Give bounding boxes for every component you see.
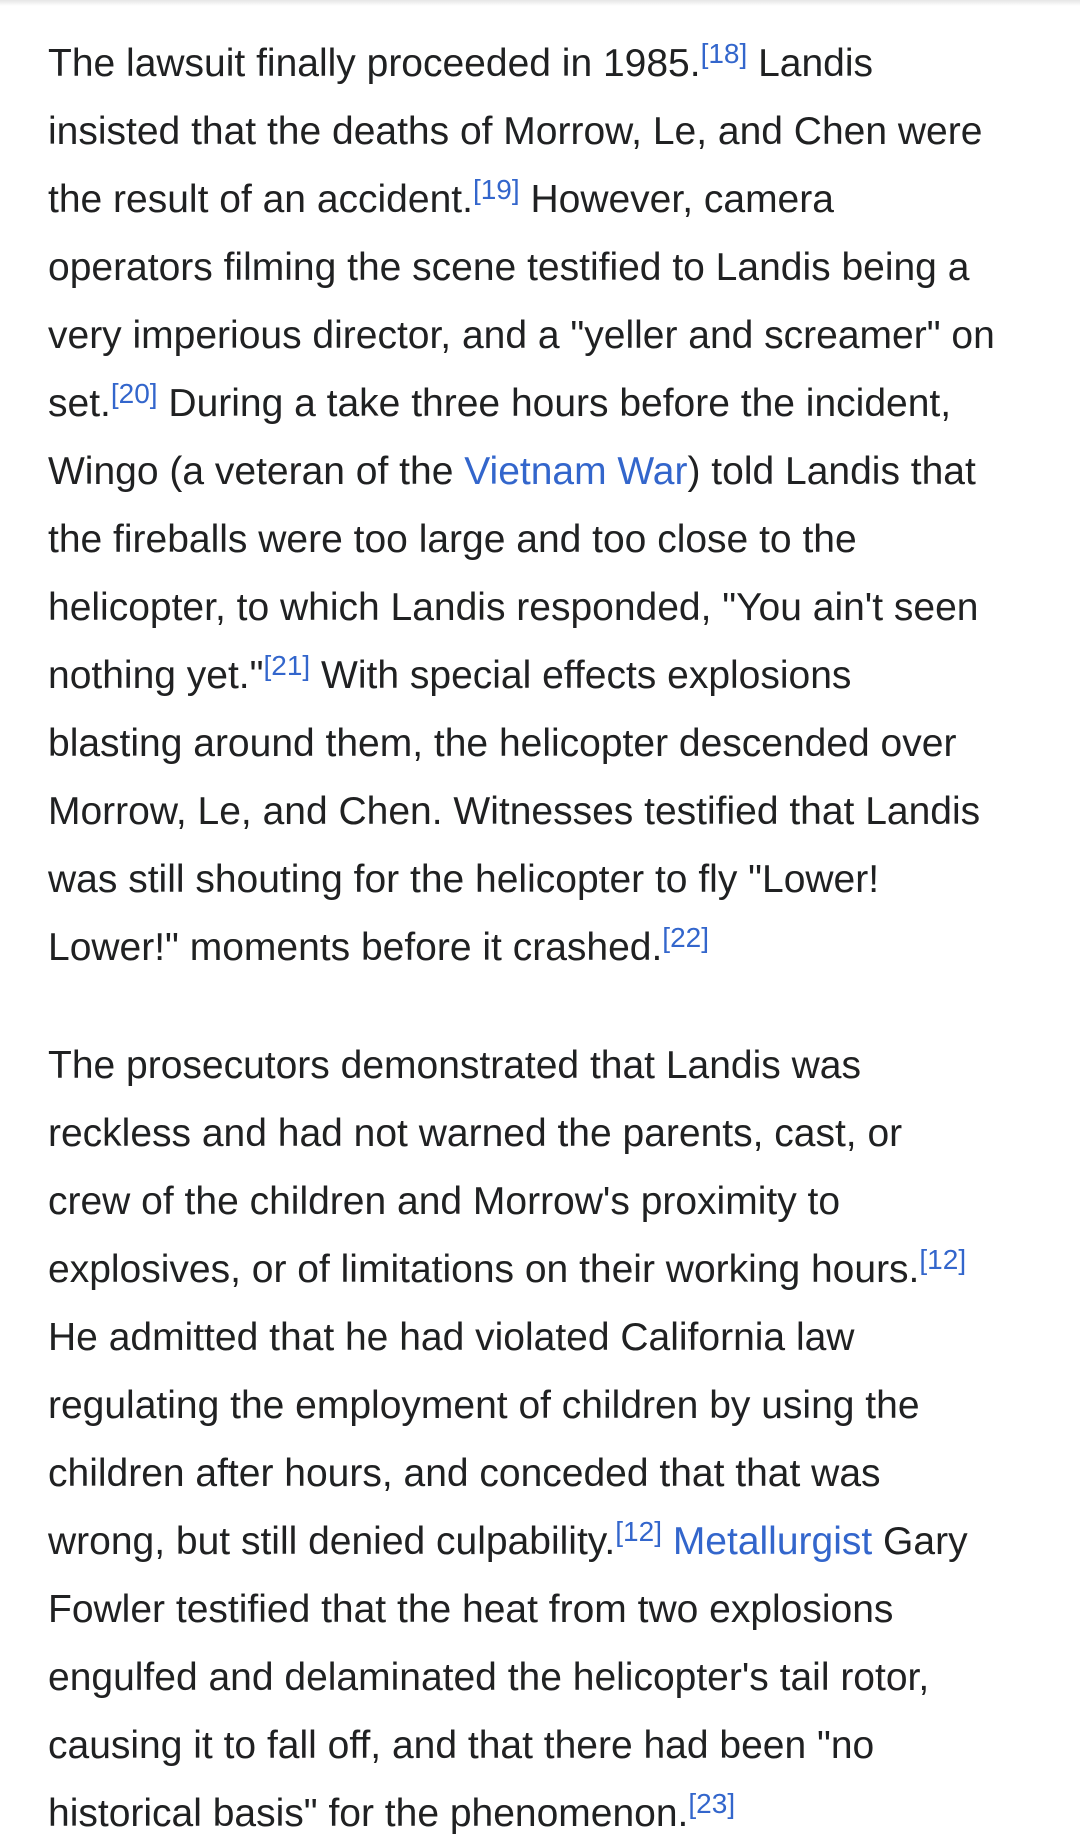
text-line (48, 1032, 1048, 1100)
text-line (48, 1644, 1048, 1712)
article-paragraph (48, 1032, 1048, 1844)
text-line (48, 370, 1048, 438)
article-body (48, 30, 1048, 1844)
body-text: Morrow, Le, and Chen. Witnesses testified that Landis (48, 790, 981, 833)
body-text: explosives, or of limitations on their working hours. (48, 1248, 920, 1291)
text-line (48, 914, 1048, 982)
body-text: nothing yet." (48, 654, 264, 697)
text-line (48, 778, 1048, 846)
body-text: wrong, but still denied culpability. (48, 1520, 616, 1563)
text-line (48, 1576, 1048, 1644)
text-line (48, 1780, 1048, 1844)
text-line (48, 710, 1048, 778)
text-line (48, 1372, 1048, 1440)
text-line (48, 1304, 1048, 1372)
text-line (48, 1440, 1048, 1508)
body-text: the result of an accident. (48, 178, 473, 221)
top-bar-shadow (0, 0, 1080, 6)
body-text: children after hours, and conceded that that was (48, 1452, 881, 1495)
body-text: With special effects explosions (310, 654, 852, 697)
wiki-link[interactable]: Vietnam War (464, 450, 688, 493)
body-text: causing it to fall off, and that there had been "no (48, 1724, 875, 1767)
wiki-link[interactable]: Metallurgist (672, 1520, 873, 1563)
body-text: He admitted that he had violated California law (48, 1316, 855, 1359)
citation-reference-link[interactable]: [20] (110, 378, 158, 409)
body-text: the fireballs were too large and too close to the (48, 518, 857, 561)
text-line (48, 506, 1048, 574)
citation-reference-link[interactable]: [12] (919, 1244, 967, 1275)
text-line (48, 1236, 1048, 1304)
text-line (48, 234, 1048, 302)
citation-reference-link[interactable]: [19] (472, 174, 520, 205)
text-line (48, 1712, 1048, 1780)
citation-reference-link[interactable]: [12] (615, 1516, 662, 1547)
body-text: The prosecutors demonstrated that Landis was (48, 1044, 861, 1087)
text-line (48, 642, 1048, 710)
body-text: Lower!" moments before it crashed. (48, 926, 663, 969)
body-text: ) told Landis that (687, 450, 976, 493)
body-text: However, camera (519, 178, 834, 221)
text-line (48, 1168, 1048, 1236)
body-text: operators filming the scene testified to Landis being a (48, 246, 970, 289)
body-text: Landis (747, 42, 874, 85)
text-line (48, 846, 1048, 914)
body-text: Fowler testified that the heat from two explosions (48, 1588, 894, 1631)
body-text: set. (48, 382, 111, 425)
citation-reference-link[interactable]: [21] (263, 650, 311, 681)
body-text: reckless and had not warned the parents, cast, or (48, 1112, 903, 1155)
text-line (48, 98, 1048, 166)
body-text: helicopter, to which Landis responded, "You ain't seen (48, 586, 979, 629)
article-paragraph (48, 30, 1048, 982)
body-text: crew of the children and Morrow's proximity to (48, 1180, 841, 1223)
text-line (48, 30, 1048, 98)
body-text: engulfed and delaminated the helicopter's tail rotor, (48, 1656, 930, 1699)
text-line (48, 1100, 1048, 1168)
citation-reference-link[interactable]: [23] (688, 1788, 736, 1819)
body-text (662, 1520, 673, 1563)
text-line (48, 574, 1048, 642)
body-text: historical basis" for the phenomenon. (48, 1792, 689, 1835)
body-text: blasting around them, the helicopter descended over (48, 722, 957, 765)
text-line (48, 1508, 1048, 1576)
body-text: Wingo (a veteran of the (48, 450, 465, 493)
body-text: was still shouting for the helicopter to fly "Lower! (48, 858, 880, 901)
text-line (48, 166, 1048, 234)
body-text: regulating the employment of children by using the (48, 1384, 920, 1427)
body-text: Gary (872, 1520, 968, 1563)
body-text: During a take three hours before the incident, (157, 382, 952, 425)
body-text: very imperious director, and a "yeller and screamer" on (48, 314, 995, 357)
citation-reference-link[interactable]: [18] (700, 38, 748, 69)
body-text: The lawsuit finally proceeded in 1985. (48, 42, 701, 85)
body-text: insisted that the deaths of Morrow, Le, and Chen were (48, 110, 983, 153)
citation-reference-link[interactable]: [22] (662, 922, 709, 953)
text-line (48, 438, 1048, 506)
text-line (48, 302, 1048, 370)
